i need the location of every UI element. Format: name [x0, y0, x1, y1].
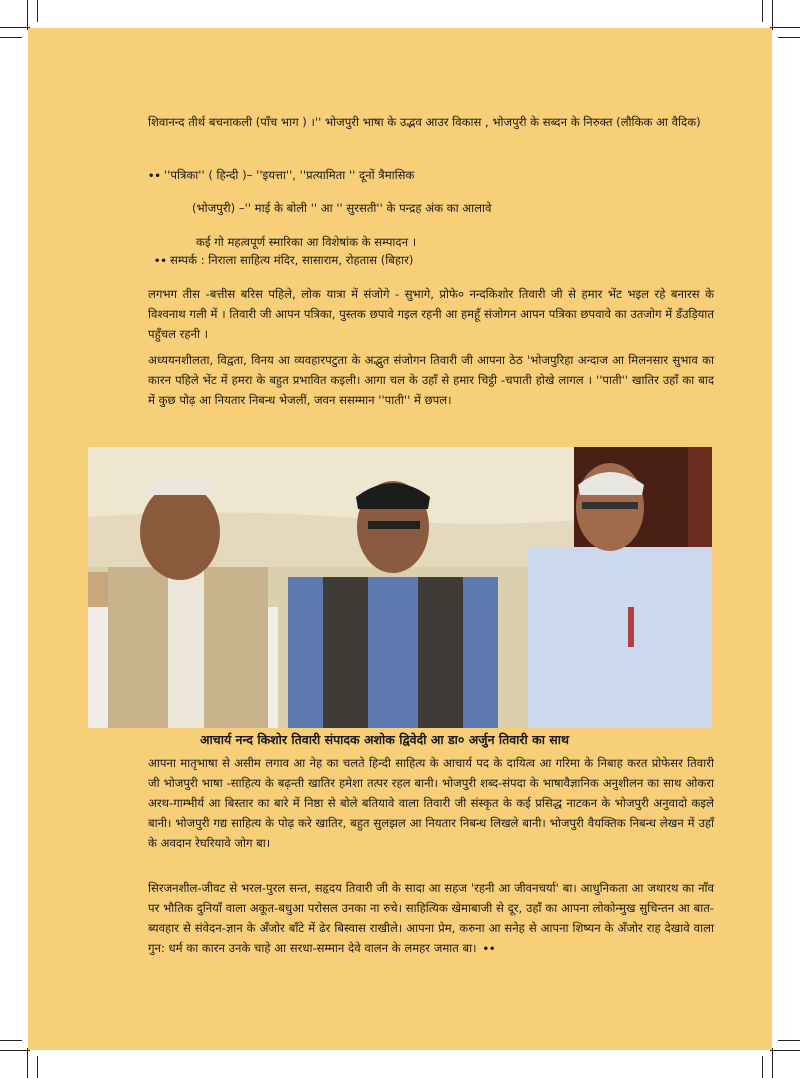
paragraph: आपना मातृभाषा से असीम लगाव आ नेह का चलते हिन्दी साहित्य के आचार्य पद के दायित्व आ गरिमा के निबाह करत प्रोफेसर तिवारी जी भोजपुरी भाषा -साहित्य के बढ़न्ती खातिर हमेशा तत्पर रहल बानी। भोजपुरी शब्द-संपदा के भाषावैज्ञानिक अनुशीलन का साथ ओकरा अरथ-गाम्भीर्य आ बिस्तार का बारे में निष्ठा से बोले बतियावे वाला तिवारी जी संस्कृत के कई प्रसिद्ध नाटकन के भोजपुरी अनुवादो कइले बानी। भोजपुरी गद्य साहित्य के पोढ़ करे खातिर, बहुत सुलझल आ नियतार निबन्ध लिखले बानी। भोजपुरी वैयक्तिक निबन्ध लेखन में उहाँ के अवदान रेघरियावे जोग बा।: [148, 756, 714, 850]
paragraph: [148, 878, 714, 960]
crop-mark: [770, 1050, 800, 1051]
intro-paragraph: शिवानन्द तीर्थ बचनाकली (पाँच भाग ) ।'' भोजपुरी भाषा के उद्भव आउर विकास , भोजपुरी के सब्दन के निरुक्त (लौकिक आ वैदिक): [148, 115, 701, 129]
crop-mark: [778, 1040, 800, 1041]
list-item: [154, 250, 413, 272]
paragraph-text: सिरजनशील-जीवट से भरल-पुरल सन्त, सहृदय तिवारी जी के सादा आ सहज 'रहनी आ जीवनचर्या' बा। आधुनिकता आ जथारथ का नाँव पर भौतिक दुनियाँ वाला अकूत-बधुआ परोसल उनका ना रुचे। साहित्यिक खेमाबाजी से दूर, उहाँ का आपना लोकोन्मुख सुचिन्तन आ बात-ब्यवहार से संवेदन-ज्ञान के अँजोर बाँटे में ढेर बिस्वास राखीले। आपना प्रेम, करुना आ सनेह से आपना शिष्यन के अँजोर राह देखावे वाला गुन: धर्म का कारन उनके चाहे आ सरधा-सम्मान देवे वालन के लमहर जमात बा।: [148, 881, 714, 955]
end-mark-icon: ••: [482, 944, 496, 955]
crop-mark: [778, 37, 800, 38]
list-item-text: (भोजपुरी) –'' माई के बोली '' आ '' सुरसती'' के पन्द्रह अंक का आलावे: [192, 201, 492, 215]
crop-mark: [37, 0, 38, 22]
list-item-text: कई गो महत्वपूर्ण स्मारिका आ विशेषांक के सम्पादन ।: [196, 235, 417, 249]
crop-mark: [0, 1050, 30, 1051]
list-item: [148, 165, 414, 187]
crop-mark: [772, 1048, 773, 1078]
crop-mark: [0, 27, 30, 28]
paragraph: लगभग तीस -बत्तीस बरिस पहिले, लोक यात्रा में संजोगे - सुभागे, प्रोफे० नन्दकिशोर तिवारी जी से हमार भेंट भइल रहे बनारस के विश्वनाथ गली में । तिवारी जी आपन पत्रिका, पुस्तक छपावे गइल रहनी आ हमहूँ संजोगन आपन पत्रिका छपवावे का उतजोग में डँउड़ियात पहुँचल रहनी ।: [148, 287, 714, 341]
crop-mark: [0, 1040, 22, 1041]
bullet-icon: ••: [154, 256, 167, 267]
group-photo: [88, 447, 712, 728]
list-item: [196, 232, 416, 252]
paragraph: अध्ययनशीलता, विद्वता, विनय आ व्यवहारपटुता के अद्भुत संजोगन तिवारी जी आपना ठेठ 'भोजपुरिहा अन्दाज आ मिलनसार सुभाव का कारन पहिले भेंट में हमरा के बहुत प्रभावित कइली। आगा चल के उहाँ से हमार चिट्ठी -चपाती होखे लागल । ''पाती'' खातिर उहाँ का बाद में कुछ पोढ़ आ नियतार निबन्ध भेजलीं, जवन ससम्मान ''पाती'' में छपल।: [148, 353, 714, 407]
crop-mark: [37, 1056, 38, 1078]
contact-text: सम्पर्क : निराला साहित्य मंदिर, सासाराम, रोहतास (बिहार): [170, 253, 414, 267]
crop-mark: [27, 1048, 28, 1078]
photo-caption: आचार्य नन्द किशोर तिवारी संपादक अशोक द्विवेदी आ डा० अर्जुन तिवारी का साथ: [200, 732, 569, 747]
crop-mark: [762, 1056, 763, 1078]
crop-mark: [772, 0, 773, 30]
crop-mark: [762, 0, 763, 22]
crop-mark: [770, 27, 800, 28]
list-item-text: ''पत्रिका'' ( हिन्दी )– ''इयत्ता'', ''प्रत्यामिता '' दूनों त्रैमासिक: [164, 168, 415, 182]
crop-mark: [27, 0, 28, 30]
list-item: [192, 198, 491, 218]
crop-mark: [0, 37, 22, 38]
bullet-icon: ••: [148, 171, 161, 182]
